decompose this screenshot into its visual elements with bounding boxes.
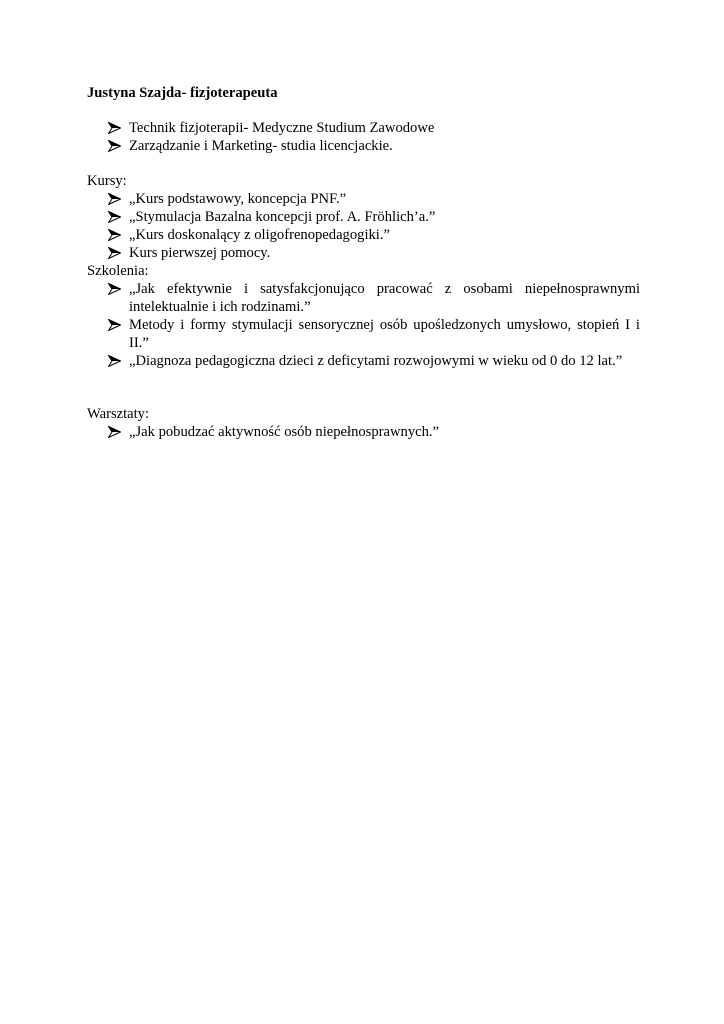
arrowhead-bullet-icon [108, 423, 122, 441]
list-item [87, 119, 640, 137]
document-page [87, 84, 640, 441]
list-item [87, 423, 640, 441]
list-item-text: „Kurs podstawowy, koncepcja PNF.” [129, 191, 347, 207]
list-item [87, 226, 640, 244]
list-item [87, 208, 640, 226]
list-item [87, 316, 640, 352]
arrowhead-bullet-icon [108, 244, 122, 262]
arrowhead-bullet-icon [108, 137, 122, 155]
list-item-text: Zarządzanie i Marketing- studia licencjackie. [129, 138, 393, 154]
arrowhead-bullet-icon [108, 226, 122, 244]
list-item-text: „Kurs doskonalący z oligofrenopedagogiki.” [129, 227, 390, 243]
list-item [87, 280, 640, 316]
list-item-text: „Stymulacja Bazalna koncepcji prof. A. Fröhlich’a.” [129, 209, 436, 225]
trainings-list [87, 280, 640, 370]
courses-label: Kursy: [87, 173, 127, 189]
list-item-text: „Jak efektywnie i satysfakcjonująco pracować z osobami niepełnosprawnymi intelektualnie i ich rodzinami.” [129, 281, 640, 315]
arrowhead-bullet-icon [108, 280, 122, 298]
workshops-list [87, 423, 640, 441]
list-item [87, 137, 640, 155]
arrowhead-bullet-icon [108, 316, 122, 334]
list-item-text: Kurs pierwszej pomocy. [129, 245, 271, 261]
courses-list [87, 190, 640, 262]
arrowhead-bullet-icon [108, 119, 122, 137]
education-list [87, 119, 640, 155]
arrowhead-bullet-icon [108, 190, 122, 208]
list-item [87, 244, 640, 262]
list-item-text: „Diagnoza pedagogiczna dzieci z deficytami rozwojowymi w wieku od 0 do 12 lat.” [129, 353, 623, 369]
list-item-text: Metody i formy stymulacji sensorycznej osób upośledzonych umysłowo, stopień I i II.” [129, 317, 640, 351]
arrowhead-bullet-icon [108, 352, 122, 370]
list-item [87, 190, 640, 208]
document-title: Justyna Szajda- fizjoterapeuta [87, 85, 278, 101]
list-item-text: Technik fizjoterapii- Medyczne Studium Zawodowe [129, 120, 435, 136]
arrowhead-bullet-icon [108, 208, 122, 226]
list-item [87, 352, 640, 370]
trainings-label: Szkolenia: [87, 263, 149, 279]
list-item-text: „Jak pobudzać aktywność osób niepełnosprawnych.” [129, 424, 440, 440]
workshops-label: Warsztaty: [87, 406, 150, 422]
